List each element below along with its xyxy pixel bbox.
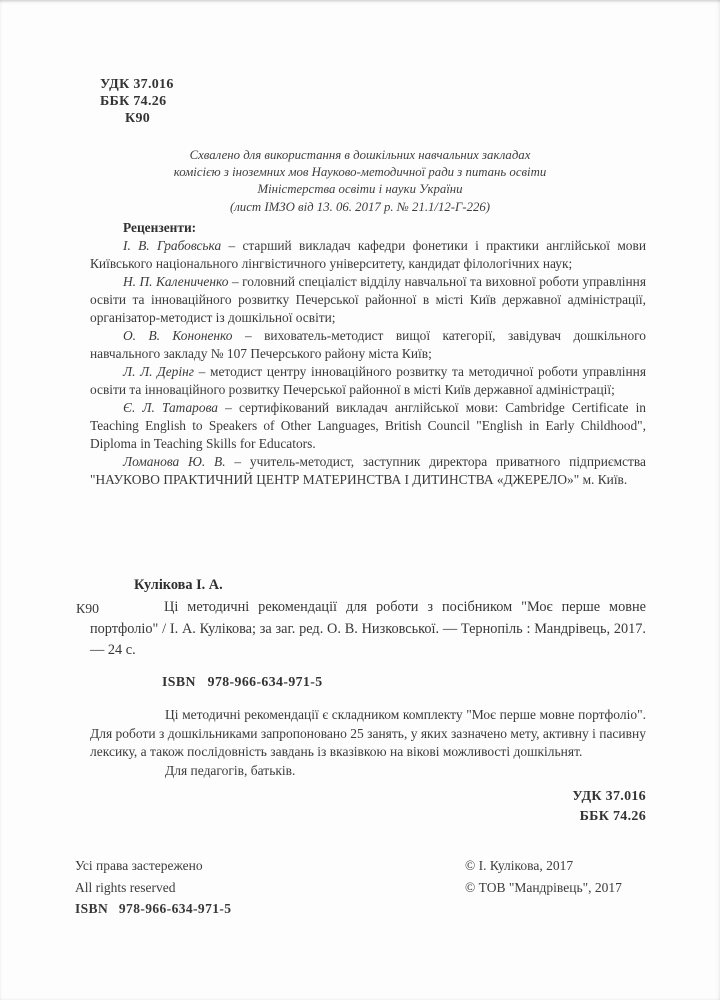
copyright-block: [465, 855, 622, 898]
approval-line: (лист ІМЗО від 13. 06. 2017 р. № 21.1/12-Г-226): [229, 199, 491, 214]
annotation-audience: Для педагогів, батьків.: [165, 762, 296, 778]
reviewer-name: І. В. Грабовська: [123, 238, 222, 253]
catalog-isbn: ISBN 978-966-634-971-5: [162, 674, 323, 690]
reviewer-description: – старший викладач кафедри фонетики і практики англійської мови Київського національного лінгвістичного університету, кандидат філологічних наук;: [90, 238, 646, 271]
copyright-author: © І. Кулікова, 2017: [465, 858, 574, 873]
reviewer-name: Н. П. Калениченко: [123, 274, 229, 289]
reviewer-entry: [90, 327, 646, 363]
approval-statement: [70, 147, 650, 216]
rights-en: All rights reserved: [75, 879, 176, 895]
copyright-publisher: © ТОВ "Мандрівець", 2017: [465, 879, 622, 895]
reviewer-description: – сертифікований викладач англійської мови: Cambridge Certificate in Teaching English to Speakers of Other Languages, British Council "English in Early Childhood", Diploma in Teaching Skills for Educators.: [90, 400, 646, 451]
rights-block: [75, 855, 231, 920]
reviewer-description: – методист центру інноваційного розвитку та методичної роботи управління освіти та інноваційного розвитку Печерської районної в місті Київ державної адміністрації;: [90, 364, 646, 397]
bbk-code: ББК 74.26: [100, 94, 167, 109]
approval-line: Схвалено для використання в дошкільних навчальних закладах: [189, 148, 531, 162]
catalog-author-sign: К90: [76, 601, 99, 616]
top-classification-codes: [100, 76, 174, 127]
reviewer-description: – головний спеціаліст відділу навчальної та виховної роботи управління освіти та інноваційного розвитку Печерської районної в місті Київ державної адміністрації, організатор-методист із дошкільної освіти;: [90, 274, 646, 325]
annotation-paragraph: Ці методичні рекомендації є складником комплекту "Моє перше мовне портфоліо". Для роботи з дошкільниками запропоновано 25 занять, у яких зазначено мету, активну і пасивну лексику, а також послідовність завдань із вказівкою на вікові можливості дошкільнят.: [90, 707, 646, 760]
reviewers-section: [90, 219, 646, 489]
reviewer-name: Л. Л. Дерінг: [123, 364, 194, 379]
udk-code: УДК 37.016: [100, 77, 174, 92]
reviewers-heading: Рецензенти:: [123, 220, 197, 235]
catalog-card: [76, 575, 646, 693]
reviewer-entry: [90, 399, 646, 453]
footer-isbn: ISBN 978-966-634-971-5: [75, 901, 232, 916]
udk-code: УДК 37.016: [572, 789, 646, 805]
approval-line: Міністерства освіти і науки України: [257, 182, 463, 197]
approval-line: комісією з іноземних мов Науково-методичної ради з питань освіти: [173, 165, 547, 180]
reviewer-name: Ломанова Ю. В.: [123, 454, 226, 469]
catalog-description: Ці методичні рекомендації для роботи з посібником "Моє перше мовне портфоліо" / І. А. Кулікова; за заг. ред. О. В. Низковської. — Тернопіль : Мандрівець, 2017. — 24 с.: [90, 598, 646, 659]
bottom-classification-codes: [90, 787, 646, 826]
reviewer-entry: [90, 273, 646, 327]
reviewer-entry: [90, 237, 646, 273]
reviewer-description: – учитель-методист, заступник директора приватного підприємства "НАУКОВО ПРАКТИЧНИЙ ЦЕНТР МАТЕРИНСТВА І ДИТИНСТВА «ДЖЕРЕЛО»" м. Київ.: [90, 454, 646, 487]
rights-ua: Усі права застережено: [75, 858, 203, 873]
reviewer-name: О. В. Кононенко: [123, 328, 233, 343]
reviewer-entry: [90, 363, 646, 399]
reviewer-description: – вихователь-методист вищої категорії, завідувач дошкільного навчального закладу № 107 Печерського району міста Київ;: [90, 328, 647, 361]
author-sign-code: К90: [125, 111, 151, 126]
annotation-section: [90, 706, 646, 826]
bbk-code: ББК 74.26: [579, 808, 646, 824]
reviewer-entry: [90, 453, 646, 489]
catalog-author: Кулікова І. А.: [134, 577, 223, 593]
reviewer-name: Є. Л. Татарова: [123, 400, 218, 415]
